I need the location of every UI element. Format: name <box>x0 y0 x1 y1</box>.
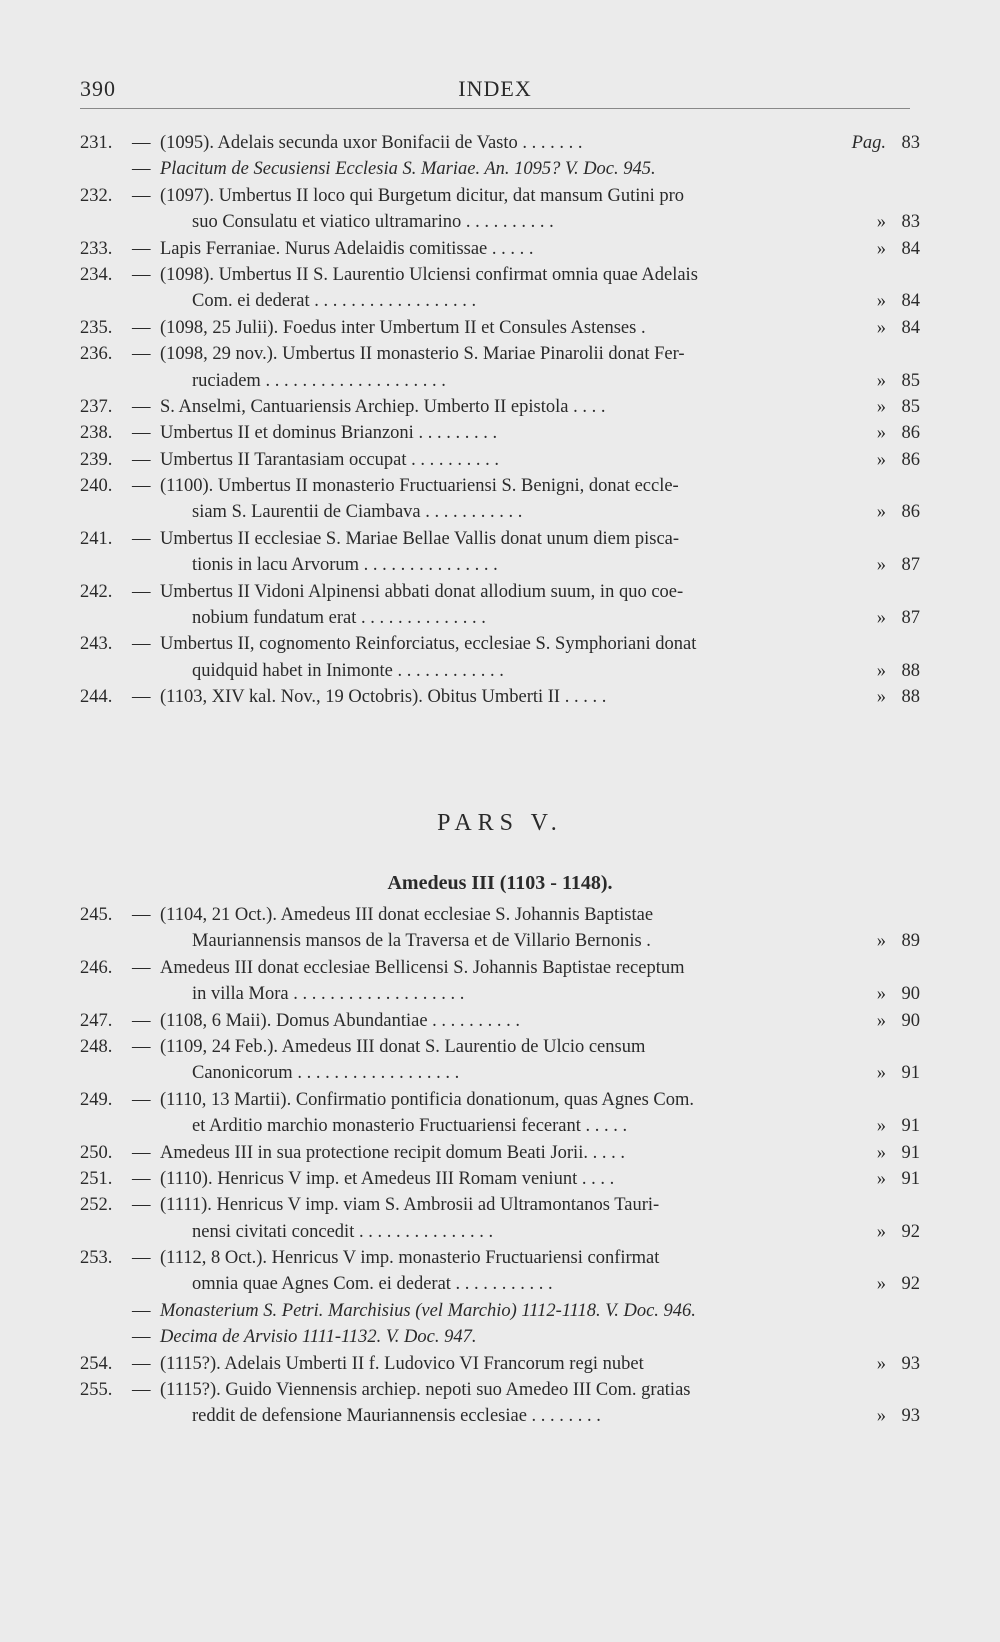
entry-line <box>80 981 920 1007</box>
index-entry <box>80 902 920 955</box>
page-reference <box>877 1140 920 1166</box>
entry-line <box>80 658 920 684</box>
entry-dash: — <box>132 1168 151 1189</box>
index-entry <box>80 420 920 446</box>
entry-number: 231. <box>80 133 113 153</box>
reference-marker: » <box>876 212 886 233</box>
reference-marker: » <box>876 1168 886 1189</box>
index-entry <box>80 955 920 1008</box>
index-entries-part5 <box>80 902 920 1430</box>
index-entry <box>80 1034 920 1087</box>
entry-line <box>80 262 920 288</box>
entry-line <box>80 1219 920 1245</box>
entry-dash: — <box>132 1089 151 1110</box>
entry-dash: — <box>132 476 151 497</box>
entry-text: Canonicorum . . . . . . . . . . . . . . . . . . <box>192 1063 460 1084</box>
entry-line <box>80 1034 920 1060</box>
page-ref-number: 84 <box>901 317 920 338</box>
page-reference <box>877 1008 920 1034</box>
entry-number: 249. <box>80 1089 113 1110</box>
entry-line <box>80 1140 920 1166</box>
entry-number: 253. <box>80 1248 113 1269</box>
entry-number: 242. <box>80 581 113 602</box>
entry-text: (1111). Henricus V imp. viam S. Ambrosii ad Ultramontanos Tauri- <box>160 1195 660 1216</box>
entry-line <box>80 1351 920 1377</box>
entry-number: 232. <box>80 185 113 206</box>
entry-line <box>80 368 920 394</box>
entry-text: (1115?). Adelais Umberti II f. Ludovico VI Francorum regi nubet <box>160 1353 644 1374</box>
entry-dash: — <box>132 1300 151 1321</box>
index-entry <box>80 394 920 420</box>
page-ref-number: 88 <box>901 687 920 708</box>
index-entry <box>80 1245 920 1298</box>
entry-dash: — <box>132 238 151 259</box>
page-reference <box>877 684 920 710</box>
page-reference <box>877 1113 920 1139</box>
entry-number: 237. <box>80 396 113 417</box>
entry-line <box>80 928 920 954</box>
page-reference <box>877 981 920 1007</box>
reference-marker: » <box>876 291 886 312</box>
entry-dash: — <box>132 687 151 708</box>
entry-text: nobium fundatum erat . . . . . . . . . . . . . . <box>192 608 486 629</box>
page-reference <box>877 499 920 525</box>
page-ref-number: 88 <box>901 660 920 681</box>
entry-dash: — <box>132 264 151 285</box>
entry-dash: — <box>132 344 151 365</box>
entry-dash: — <box>132 1248 151 1269</box>
entry-number: 252. <box>80 1195 113 1216</box>
page-reference <box>877 368 920 394</box>
entry-text: Amedeus III donat ecclesiae Bellicensi S. Johannis Baptistae receptum <box>160 957 685 978</box>
entry-dash: — <box>132 317 151 338</box>
page-reference <box>877 658 920 684</box>
reference-marker: » <box>876 238 886 259</box>
entry-number: 240. <box>80 476 113 497</box>
entry-text: Mauriannensis mansos de la Traversa et de Villario Bernonis . <box>192 931 651 952</box>
entry-text: siam S. Laurentii de Ciambava . . . . . . . . . . . <box>192 502 523 523</box>
index-entries-part4 <box>80 130 920 711</box>
reference-marker: » <box>876 1353 886 1374</box>
reference-marker: » <box>876 984 886 1005</box>
entry-text: (1100). Umbertus II monasterio Fructuariensi S. Benigni, donat eccle- <box>160 476 679 497</box>
index-entry <box>80 1140 920 1166</box>
entry-text: in villa Mora . . . . . . . . . . . . . . . . . . . <box>192 984 465 1005</box>
entry-text: (1098, 29 nov.). Umbertus II monasterio S. Mariae Pinarolii donat Fer- <box>160 344 685 365</box>
page-ref-number: 90 <box>901 984 920 1005</box>
page-ref-number: 86 <box>901 449 920 470</box>
index-entry <box>80 1351 920 1377</box>
reference-marker: » <box>876 502 886 523</box>
page-reference <box>877 1060 920 1086</box>
reference-marker: » <box>876 370 886 391</box>
entry-line <box>80 1403 920 1429</box>
entry-line <box>80 420 920 446</box>
page-reference <box>852 130 920 156</box>
entry-line <box>80 605 920 631</box>
reference-marker: » <box>876 1116 886 1137</box>
entry-text: Umbertus II, cognomento Reinforciatus, ecclesiae S. Symphoriani donat <box>160 634 697 655</box>
index-entry <box>80 1298 920 1324</box>
entry-dash: — <box>132 1380 151 1401</box>
entry-text: omnia quae Agnes Com. ei dederat . . . . . . . . . . . <box>192 1274 553 1295</box>
page-reference <box>877 1351 920 1377</box>
entry-dash: — <box>132 449 151 470</box>
entry-line <box>80 473 920 499</box>
page-reference <box>877 236 920 262</box>
entry-line <box>80 1271 920 1297</box>
page-ref-number: 91 <box>901 1116 920 1137</box>
reference-marker: » <box>876 931 886 952</box>
entry-number: 248. <box>80 1036 113 1057</box>
entry-line <box>80 236 920 262</box>
entry-text: Umbertus II ecclesiae S. Mariae Bellae Vallis donat unum diem pisca- <box>160 528 680 549</box>
entry-line <box>80 447 920 473</box>
entry-dash: — <box>132 185 151 206</box>
page-ref-number: 90 <box>901 1010 920 1031</box>
reference-marker: » <box>876 1406 886 1427</box>
entry-text: (1112, 8 Oct.). Henricus V imp. monasterio Fructuariensi confirmat <box>160 1248 660 1269</box>
page-ref-number: 87 <box>901 608 920 629</box>
entry-text: Amedeus III in sua protectione recipit domum Beati Jorii. . . . . <box>160 1142 625 1163</box>
page-reference <box>877 288 920 314</box>
page-ref-number: 92 <box>901 1221 920 1242</box>
page-number: 390 <box>80 76 116 101</box>
entry-number: 235. <box>80 317 113 338</box>
entry-dash: — <box>132 581 151 602</box>
index-entry <box>80 262 920 315</box>
page-reference <box>877 1219 920 1245</box>
page-reference <box>877 1166 920 1192</box>
entry-number: 255. <box>80 1380 113 1401</box>
entry-text: (1109, 24 Feb.). Amedeus III donat S. Laurentio de Ulcio censum <box>160 1036 646 1057</box>
entry-text: Com. ei dederat . . . . . . . . . . . . . . . . . . <box>192 291 477 312</box>
entry-dash: — <box>132 1327 151 1348</box>
reference-marker: » <box>876 555 886 576</box>
entry-dash: — <box>132 1195 151 1216</box>
index-entry <box>80 1166 920 1192</box>
entry-dash: — <box>132 957 151 978</box>
entry-line <box>80 1245 920 1271</box>
page-ref-number: 91 <box>901 1142 920 1163</box>
entry-line <box>80 955 920 981</box>
entry-text: Umbertus II Tarantasiam occupat . . . . . . . . . . <box>160 449 499 470</box>
section-heading: PARS V. <box>437 810 563 836</box>
page-ref-number: 85 <box>901 396 920 417</box>
page-ref-number: 83 <box>901 212 920 233</box>
entry-line <box>80 288 920 314</box>
entry-line <box>80 579 920 605</box>
entry-line <box>80 1113 920 1139</box>
entry-text: Umbertus II et dominus Brianzoni . . . . . . . . . <box>160 423 498 444</box>
entry-line <box>80 183 920 209</box>
entry-line <box>80 209 920 235</box>
page-reference <box>877 1403 920 1429</box>
page-reference <box>877 394 920 420</box>
reference-marker: » <box>876 1063 886 1084</box>
entry-line <box>80 394 920 420</box>
entry-number: 254. <box>80 1353 113 1374</box>
index-entry <box>80 156 920 182</box>
page-ref-number: 93 <box>901 1353 920 1374</box>
reference-marker: » <box>876 608 886 629</box>
page-reference <box>877 928 920 954</box>
page-ref-number: 85 <box>901 370 920 391</box>
page-title: INDEX <box>458 76 532 101</box>
entry-text: (1110, 13 Martii). Confirmatio pontificia donationum, quas Agnes Com. <box>160 1089 695 1110</box>
entry-text: ruciadem . . . . . . . . . . . . . . . . . . . . <box>192 370 446 391</box>
entry-text: (1110). Henricus V imp. et Amedeus III Romam veniunt . . . . <box>160 1168 615 1189</box>
entry-line <box>80 156 920 182</box>
entry-text: Umbertus II Vidoni Alpinensi abbati donat allodium suum, in quo coe- <box>160 581 684 602</box>
page-header <box>80 74 910 109</box>
entry-line <box>80 631 920 657</box>
entry-number: 247. <box>80 1010 113 1031</box>
index-entry <box>80 473 920 526</box>
entry-text: (1115?). Guido Viennensis archiep. nepoti suo Amedeo III Com. gratias <box>160 1380 691 1401</box>
entry-number: 239. <box>80 449 113 470</box>
entry-text: nensi civitati concedit . . . . . . . . . . . . . . . <box>192 1221 494 1242</box>
index-entry <box>80 341 920 394</box>
entry-line <box>80 684 920 710</box>
entry-number: 234. <box>80 264 113 285</box>
entry-number: 250. <box>80 1142 113 1163</box>
page-reference <box>877 552 920 578</box>
index-entry <box>80 1192 920 1245</box>
page-reference <box>877 1271 920 1297</box>
entry-dash: — <box>132 634 151 655</box>
entry-text: (1098, 25 Julii). Foedus inter Umbertum II et Consules Astenses . <box>160 317 646 338</box>
page-ref-number: 84 <box>901 291 920 312</box>
entry-number: 251. <box>80 1168 113 1189</box>
entry-number: 241. <box>80 528 113 549</box>
index-entry <box>80 1087 920 1140</box>
reference-marker: Pag. <box>851 133 886 153</box>
index-entry <box>80 1377 920 1430</box>
index-entry <box>80 447 920 473</box>
page-reference <box>877 315 920 341</box>
index-entry <box>80 631 920 684</box>
entry-dash: — <box>132 159 151 180</box>
entry-line <box>80 552 920 578</box>
entry-line <box>80 1087 920 1113</box>
page-ref-number: 86 <box>901 423 920 444</box>
entry-text: Lapis Ferraniae. Nurus Adelaidis comitissae . . . . . <box>160 238 534 259</box>
entry-line <box>80 526 920 552</box>
page-ref-number: 84 <box>901 238 920 259</box>
page-ref-number: 92 <box>901 1274 920 1295</box>
page-ref-number: 93 <box>901 1406 920 1427</box>
entry-text: quidquid habet in Inimonte . . . . . . . . . . . . <box>192 660 504 681</box>
entry-line <box>80 1060 920 1086</box>
entry-dash: — <box>132 1010 151 1031</box>
entry-text: (1108, 6 Maii). Domus Abundantiae . . . . . . . . . . <box>160 1010 521 1031</box>
section-subtitle: Amedeus III (1103 - 1148). <box>387 872 613 894</box>
index-entry <box>80 183 920 236</box>
reference-marker: » <box>876 1010 886 1031</box>
page-ref-number: 83 <box>901 133 920 153</box>
page-ref-number: 91 <box>901 1063 920 1084</box>
index-entry <box>80 526 920 579</box>
entry-line <box>80 341 920 367</box>
entry-line <box>80 1166 920 1192</box>
entry-dash: — <box>132 133 151 153</box>
reference-marker: » <box>876 1142 886 1163</box>
entry-dash: — <box>132 396 151 417</box>
entry-dash: — <box>132 423 151 444</box>
entry-line <box>80 130 920 156</box>
entry-number: 233. <box>80 238 113 259</box>
entry-line <box>80 1377 920 1403</box>
entry-text: Decima de Arvisio 1111-1132. V. Doc. 947. <box>160 1327 477 1348</box>
entry-number: 244. <box>80 687 113 708</box>
page-reference <box>877 209 920 235</box>
entry-dash: — <box>132 1353 151 1374</box>
index-entry <box>80 130 920 156</box>
entry-text: S. Anselmi, Cantuariensis Archiep. Umberto II epistola . . . . <box>160 396 606 417</box>
entry-text: reddit de defensione Mauriannensis ecclesiae . . . . . . . . <box>192 1406 601 1427</box>
entry-text: (1098). Umbertus II S. Laurentio Ulciensi confirmat omnia quae Adelais <box>160 264 698 285</box>
page-ref-number: 91 <box>901 1168 920 1189</box>
index-entry <box>80 684 920 710</box>
entry-text: Monasterium S. Petri. Marchisius (vel Marchio) 1112-1118. V. Doc. 946. <box>160 1300 696 1321</box>
entry-text: (1095). Adelais secunda uxor Bonifacii de Vasto . . . . . . . <box>160 133 583 153</box>
entry-text: Placitum de Secusiensi Ecclesia S. Mariae. An. 1095? V. Doc. 945. <box>160 159 656 180</box>
entry-text: (1097). Umbertus II loco qui Burgetum dicitur, dat mansum Gutini pro <box>160 185 685 206</box>
entry-number: 236. <box>80 344 113 365</box>
entry-text: et Arditio marchio monasterio Fructuariensi fecerant . . . . . <box>192 1116 628 1137</box>
reference-marker: » <box>876 687 886 708</box>
entry-dash: — <box>132 905 151 925</box>
entry-line <box>80 315 920 341</box>
entry-line <box>80 902 920 928</box>
page-reference <box>877 420 920 446</box>
entry-text: suo Consulatu et viatico ultramarino . . . . . . . . . . <box>192 212 554 233</box>
reference-marker: » <box>876 449 886 470</box>
index-entry <box>80 315 920 341</box>
entry-number: 246. <box>80 957 113 978</box>
entry-dash: — <box>132 1036 151 1057</box>
entry-text: (1103, XIV kal. Nov., 19 Octobris). Obitus Umberti II . . . . . <box>160 687 607 708</box>
entry-text: tionis in lacu Arvorum . . . . . . . . . . . . . . . <box>192 555 498 576</box>
reference-marker: » <box>876 1221 886 1242</box>
index-entry <box>80 236 920 262</box>
entry-text: (1104, 21 Oct.). Amedeus III donat ecclesiae S. Johannis Baptistae <box>160 905 654 925</box>
entry-dash: — <box>132 1142 151 1163</box>
reference-marker: » <box>876 423 886 444</box>
reference-marker: » <box>876 1274 886 1295</box>
entry-line <box>80 499 920 525</box>
reference-marker: » <box>876 317 886 338</box>
page-ref-number: 86 <box>901 502 920 523</box>
index-entry <box>80 1008 920 1034</box>
entry-dash: — <box>132 528 151 549</box>
entry-line <box>80 1192 920 1218</box>
page-reference <box>877 605 920 631</box>
index-entry <box>80 1324 920 1350</box>
index-entry <box>80 579 920 632</box>
reference-marker: » <box>876 396 886 417</box>
entry-line <box>80 1298 920 1324</box>
entry-number: 245. <box>80 905 113 925</box>
page-ref-number: 89 <box>901 931 920 952</box>
entry-line <box>80 1324 920 1350</box>
page-ref-number: 87 <box>901 555 920 576</box>
entry-number: 238. <box>80 423 113 444</box>
entry-number: 243. <box>80 634 113 655</box>
entry-line <box>80 1008 920 1034</box>
page-reference <box>877 447 920 473</box>
reference-marker: » <box>876 660 886 681</box>
